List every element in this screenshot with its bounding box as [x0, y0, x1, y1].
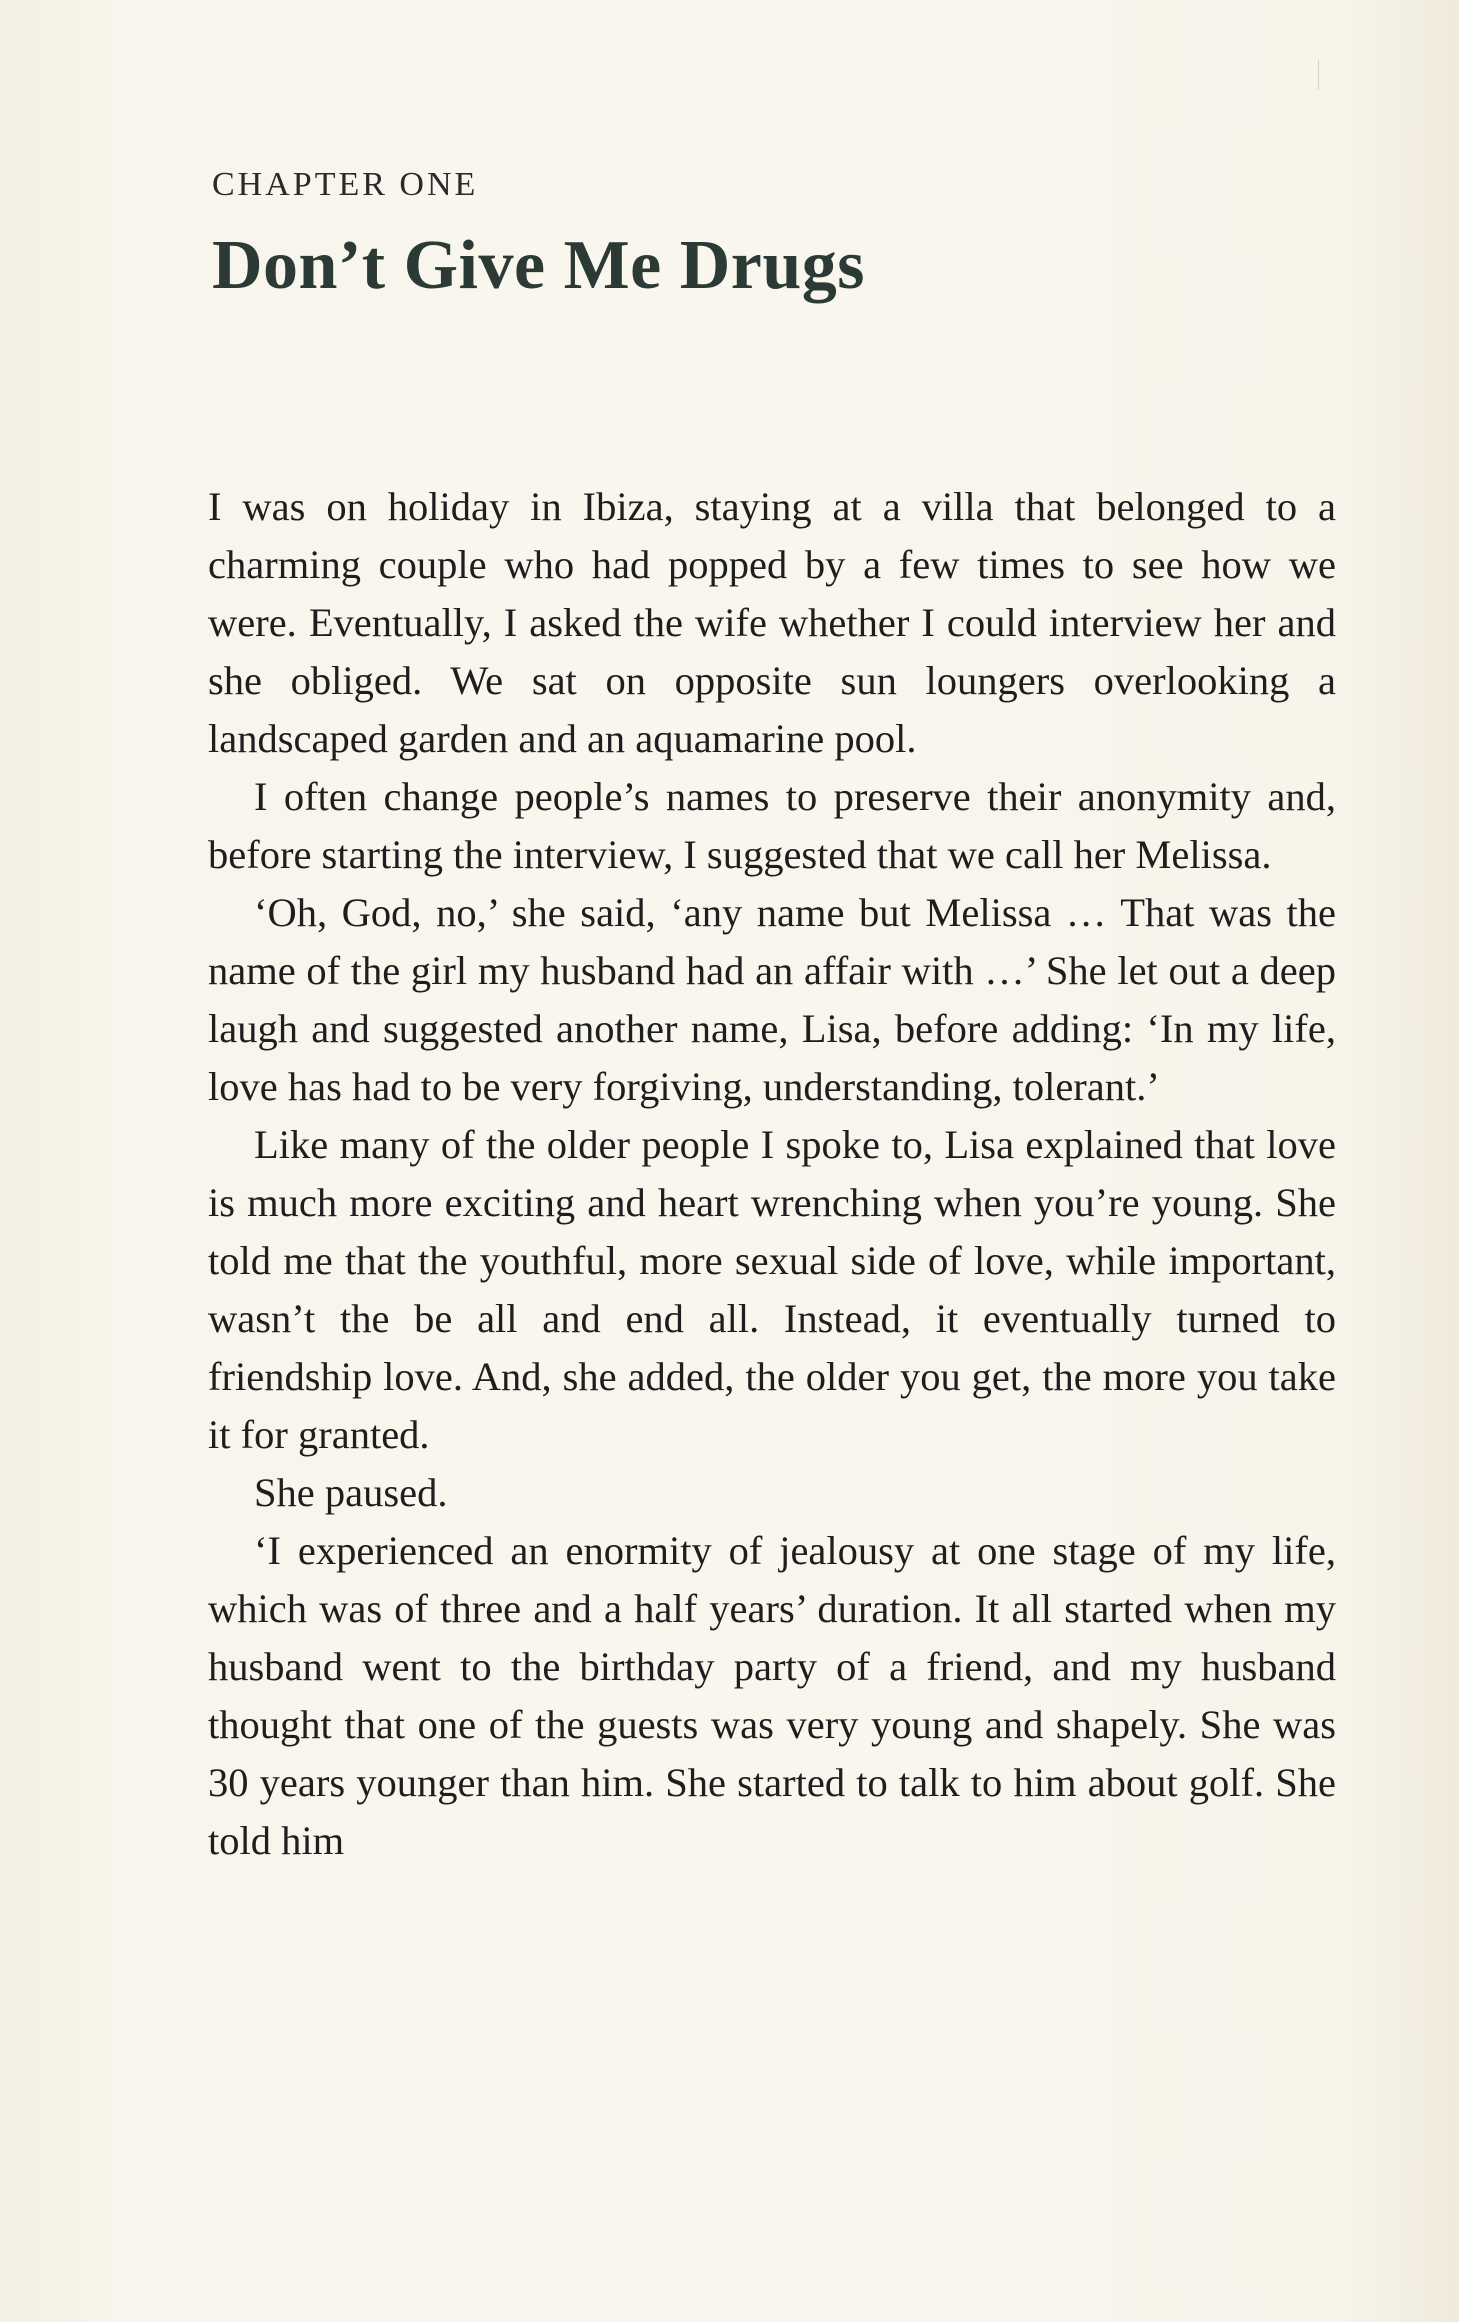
- paragraph-4: Like many of the older people I spoke to, Lisa explained that love is much more exciting and heart wrenching when you’re young. She told me that the youthful, more sexual side of love, while important, wasn’t the be all and end all. Instead, it eventually turned to friendship love. And, she added, the older you get, the more you take it for granted.: [208, 1122, 1336, 1457]
- chapter-label: CHAPTER ONE: [212, 166, 479, 203]
- paragraph-5: She paused.: [254, 1470, 448, 1515]
- paragraph-1: I was on holiday in Ibiza, staying at a villa that belonged to a charming couple who had popped by a few times to see how we were. Eventually, I asked the wife whether I could interview her and she obliged. We sat on opposite sun loungers overlooking a landscaped garden and an aquamarine pool.: [208, 484, 1336, 761]
- paragraph-3: ‘Oh, God, no,’ she said, ‘any name but Melissa … That was the name of the girl my husband had an affair with …’ She let out a deep laugh and suggested another name, Lisa, before adding: ‘In my life, love has had to be very forgiving, understanding, tolerant.’: [208, 890, 1336, 1109]
- chapter-title: Don’t Give Me Drugs: [212, 227, 866, 304]
- paragraph-2: I often change people’s names to preserve their anonymity and, before starting the interview, I suggested that we call her Melissa.: [208, 774, 1336, 877]
- page-mark: [1318, 60, 1319, 90]
- chapter-body: [208, 478, 1336, 1870]
- paragraph-6: ‘I experienced an enormity of jealousy at one stage of my life, which was of three and a half years’ duration. It all started when my husband went to the birthday party of a friend, and my husband thought that one of the guests was very young and shapely. She was 30 years younger than him. She started to talk to him about golf. She told him: [208, 1528, 1336, 1863]
